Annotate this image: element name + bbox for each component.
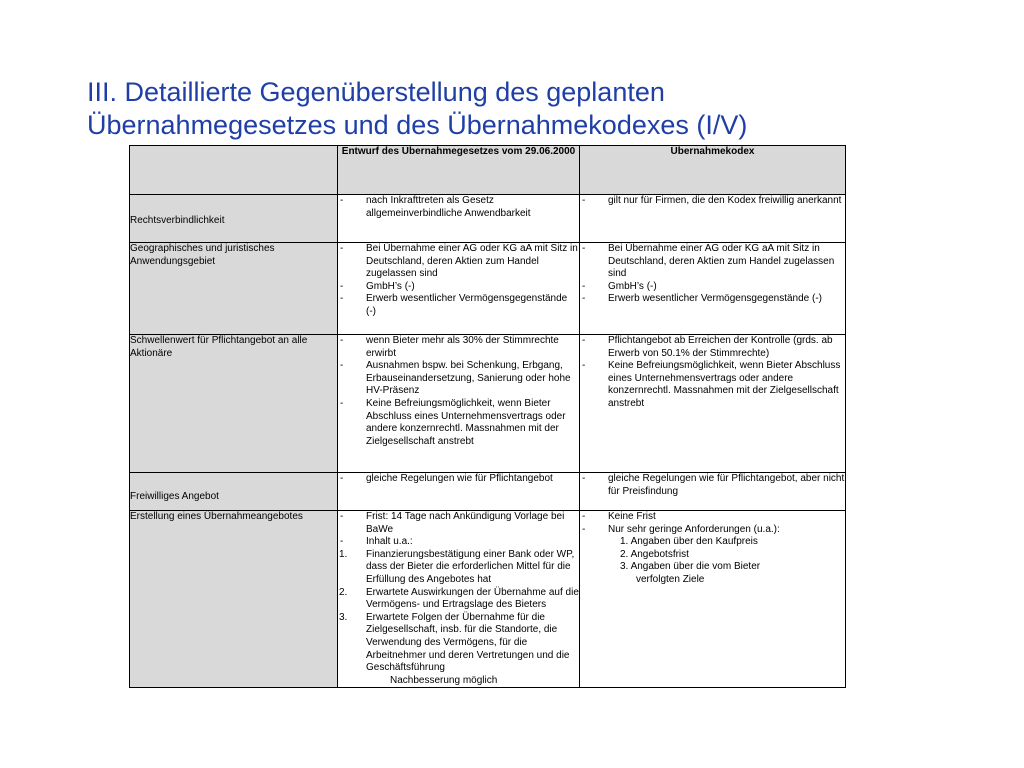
kodex-cell (580, 195, 846, 243)
list-item: - Frist: 14 Tage nach Ankündigung Vorlage bei BaWe (338, 511, 579, 536)
slide-title-line-1: III. Detaillierte Gegenüberstellung des geplanten (87, 77, 665, 107)
row-label-text: Geographisches und juristisches Anwendungsgebiet (130, 243, 275, 267)
list-item: - gleiche Regelungen wie für Pflichtangebot, aber nicht für Preisfindung (580, 473, 845, 498)
list-item: - Erwerb wesentlicher Vermögensgegenstände (-) (338, 293, 579, 318)
gesetz-cell (338, 243, 580, 335)
row-label (130, 335, 338, 473)
table-row (130, 473, 846, 511)
list-item: - Ausnahmen bspw. bei Schenkung, Erbgang, Erbauseinandersetzung, Sanierung oder hohe HV-Präsenz (338, 360, 579, 398)
gesetz-cell (338, 473, 580, 511)
header-cell-gesetz: Entwurf des Übernahmegesetzes vom 29.06.2000 (338, 146, 580, 195)
sub-item: 2. Angebotsfrist (620, 548, 689, 560)
kodex-cell (580, 473, 846, 511)
numbered-item: 2. Erwartete Auswirkungen der Übernahme auf die Vermögens- und Ertragslage des Bieters (339, 586, 579, 611)
numbered-item: 1. Finanzierungsbestätigung einer Bank oder WP, dass der Bieter die erforderlichen Mittel für die Erfüllung des Angebotes hat (339, 548, 575, 585)
sub-item-continuation: verfolgten Ziele (636, 573, 705, 585)
list-item: - Pflichtangebot ab Erreichen der Kontrolle (grds. ab Erwerb von 50.1% der Stimmrechte) (580, 335, 845, 360)
table-row (130, 511, 846, 688)
table-row (130, 195, 846, 243)
row-label-text: Schwellenwert für Pflichtangebot an alle Aktionäre (130, 335, 308, 359)
row-label (130, 511, 338, 688)
header-cell-kodex: Übernahmekodex (580, 146, 846, 195)
list-item: - gilt nur für Firmen, die den Kodex freiwillig anerkannt (580, 195, 845, 208)
list-item: - Bei Übernahme einer AG oder KG aA mit Sitz in Deutschland, deren Aktien zum Handel zugelassen sind (338, 243, 579, 281)
comparison-table (129, 145, 846, 688)
kodex-cell (580, 335, 846, 473)
table-header-row (130, 146, 846, 195)
list-item: - Nur sehr geringe Anforderungen (u.a.): (580, 524, 845, 537)
kodex-sublist (580, 536, 845, 586)
numbered-item: 3. Erwartete Folgen der Übernahme für die Zielgesellschaft, insb. für die Standorte, die Verwendung des Vermögens, für die Arbeitnehmer und deren Vertretungen und die Geschäftsführung (339, 611, 570, 674)
list-item: - Erwerb wesentlicher Vermögensgegenstände (-) (580, 293, 845, 306)
row-label (130, 473, 338, 511)
slide-title (87, 76, 987, 142)
table-row (130, 243, 846, 335)
list-item: - GmbH’s (-) (580, 281, 845, 294)
list-item: - Keine Frist (580, 511, 845, 524)
row-label-text: Erstellung eines Übernahmeangebotes (130, 511, 303, 522)
kodex-cell (580, 243, 846, 335)
gesetz-cell (338, 195, 580, 243)
row-label (130, 195, 338, 243)
gesetz-cell (338, 511, 580, 688)
list-item: - GmbH’s (-) (338, 281, 579, 294)
list-item: - Bei Übernahme einer AG oder KG aA mit Sitz in Deutschland, deren Aktien zum Handel zugelassen sind (580, 243, 845, 281)
sub-item: 1. Angaben über den Kaufpreis (620, 536, 758, 548)
table-row (130, 335, 846, 473)
list-item: - gleiche Regelungen wie für Pflichtangebot (338, 473, 579, 486)
sub-item: 3. Angaben über die vom Bieter (620, 561, 761, 573)
list-item: - wenn Bieter mehr als 30% der Stimmrechte erwirbt (338, 335, 579, 360)
gesetz-cell (338, 335, 580, 473)
row-label (130, 243, 338, 335)
kodex-cell (580, 511, 846, 688)
list-item: - Keine Befreiungsmöglichkeit, wenn Bieter Abschluss eines Unternehmensvertrags oder andere konzernrechtl. Massnahmen mit der Zielgesellschaft anstrebt (580, 360, 845, 410)
list-item: - Inhalt u.a.: (338, 536, 579, 549)
header-cell-empty (130, 146, 338, 195)
list-item: - Keine Befreiungsmöglichkeit, wenn Bieter Abschluss eines Unternehmensvertrags oder andere konzernrechtl. Massnahmen mit der Zielgesellschaft anstrebt (338, 398, 579, 448)
extra-note: Nachbesserung möglich (390, 674, 498, 686)
row-label-text: Rechtsverbindlichkeit (130, 215, 225, 227)
list-item: - nach Inkrafttreten als Gesetz allgemeinverbindliche Anwendbarkeit (338, 195, 579, 220)
row-label-text: Freiwilliges Angebot (130, 491, 219, 503)
slide-title-line-2: Übernahmegesetzes und des Übernahmekodexes (I/V) (87, 110, 748, 140)
